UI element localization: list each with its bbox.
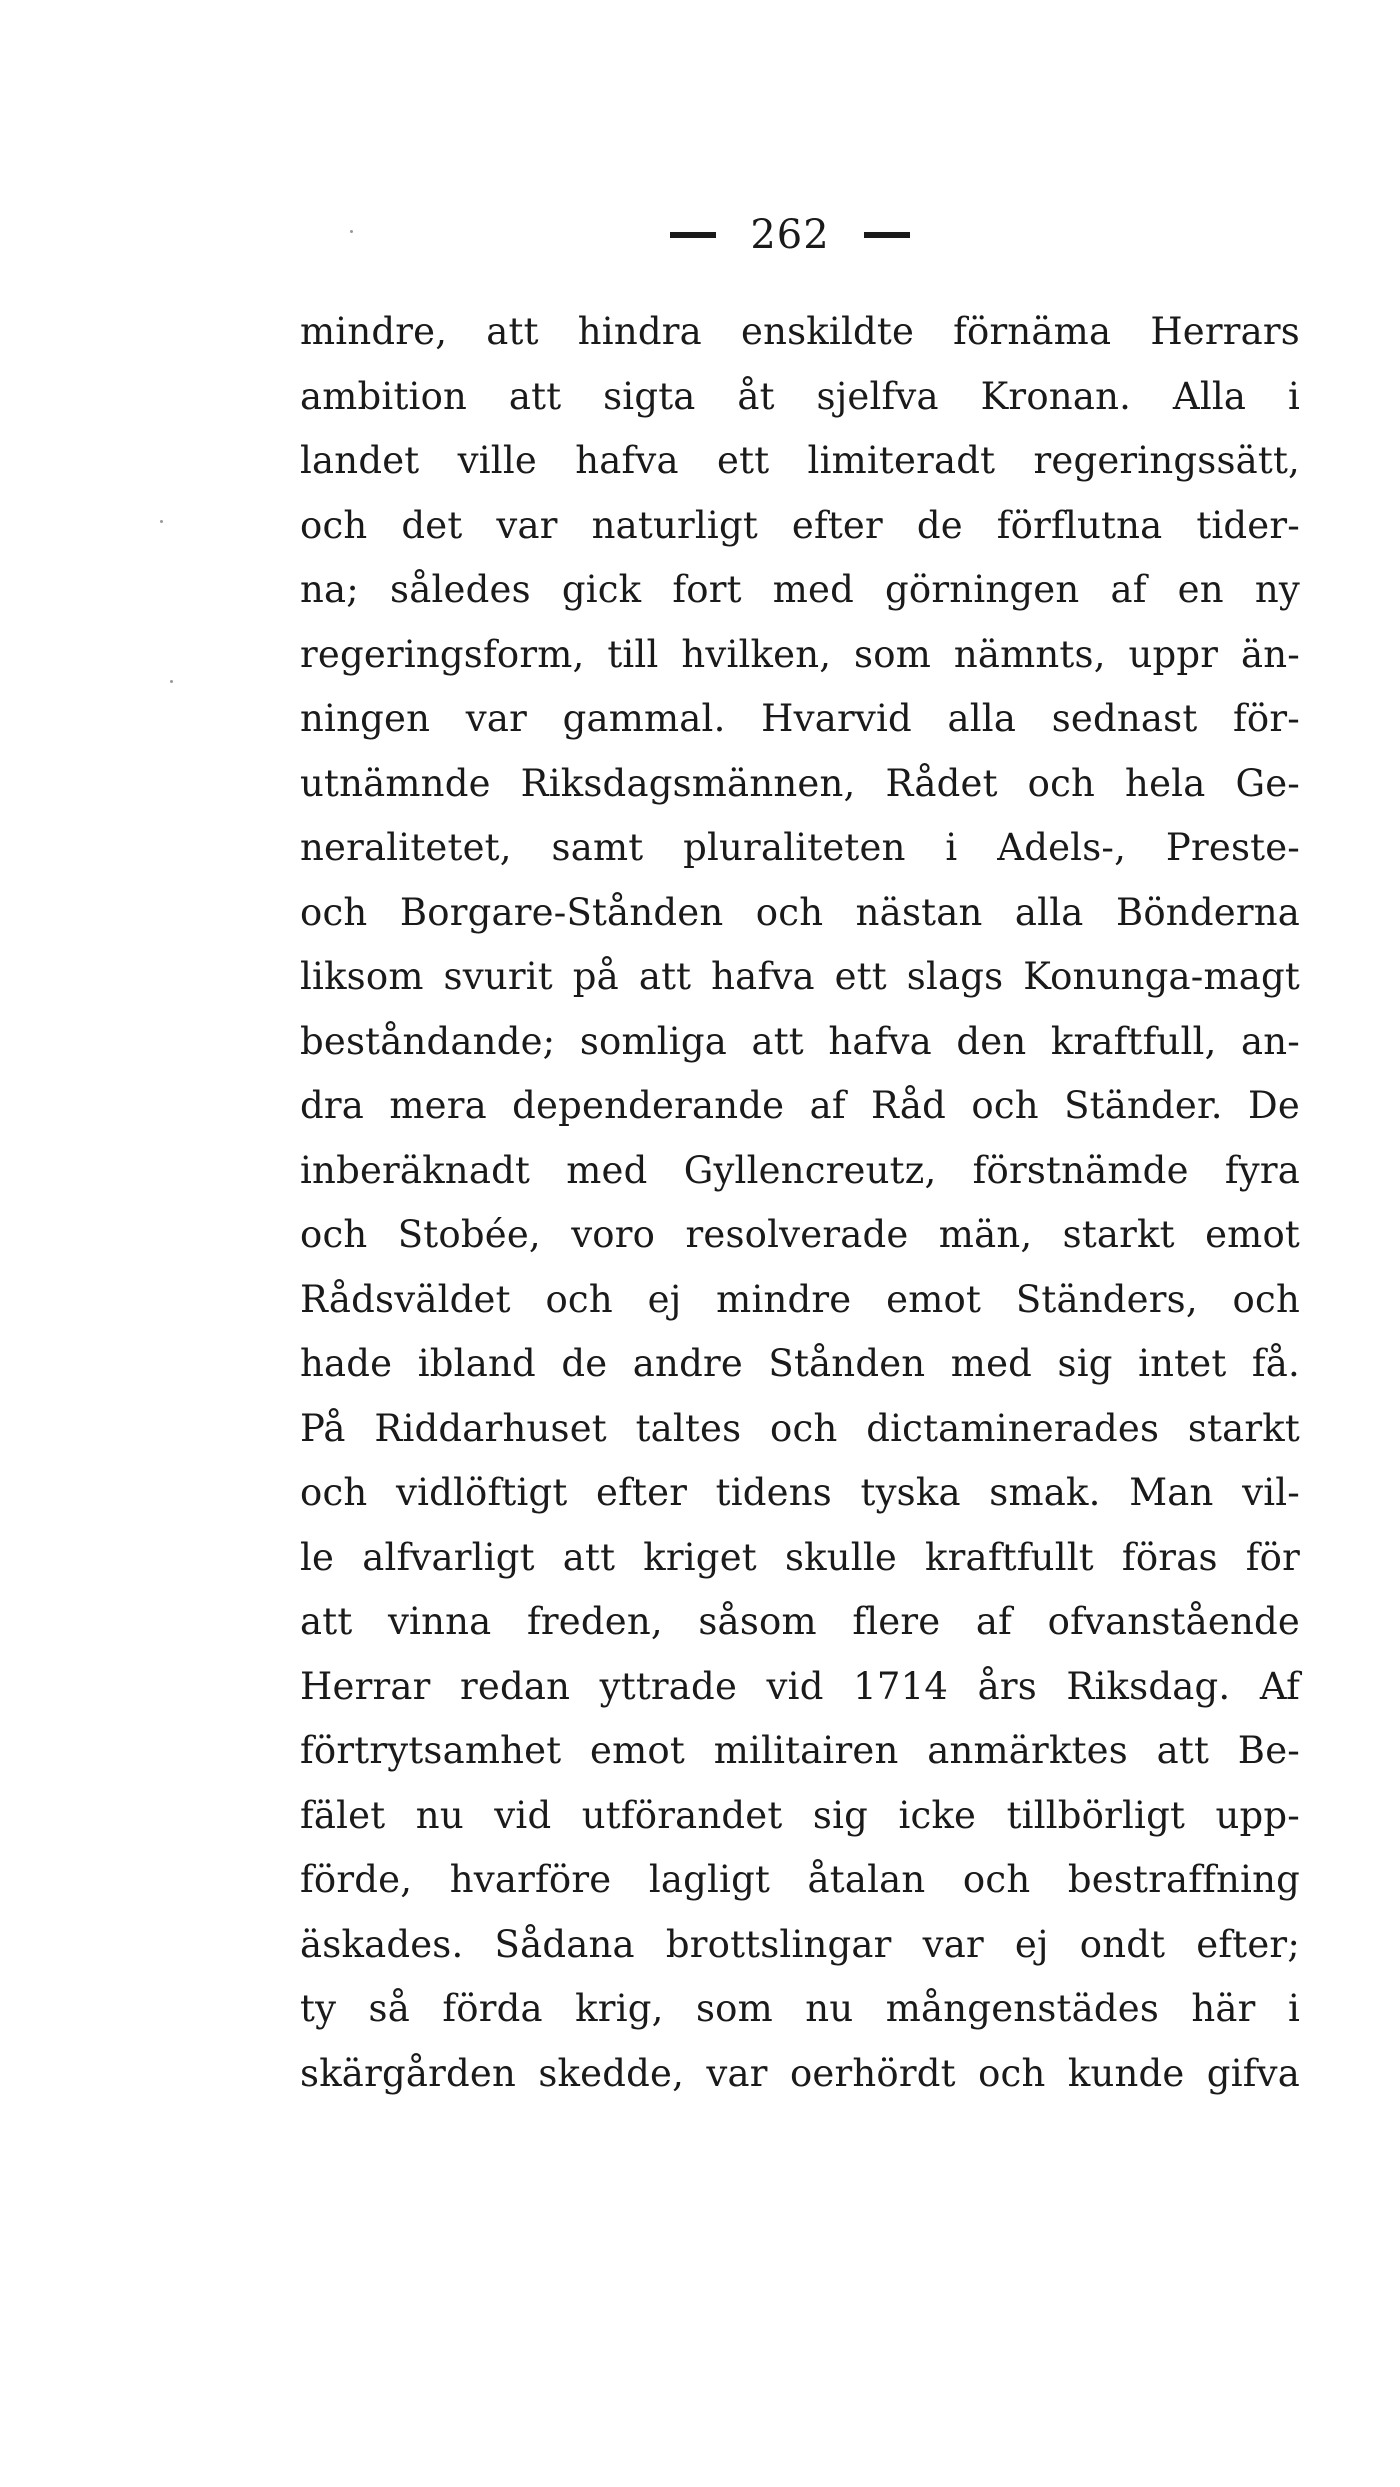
text-line: ty så förda krig, som nu mångenstädes här i: [300, 1987, 1300, 2030]
text-line: fälet nu vid utförandet sig icke tillbörligt upp-: [300, 1793, 1300, 1837]
paper-speck: [170, 680, 173, 683]
paper-speck: [350, 230, 353, 233]
text-line: landet ville hafva ett limiteradt regeringssätt,: [300, 439, 1300, 482]
text-line: beståndande; somliga att hafva den kraftfull, an-: [300, 1019, 1300, 1063]
text-line: och Borgare-Stånden och nästan alla Bönderna: [300, 890, 1300, 934]
text-line: liksom svurit på att hafva ett slags Konunga-magt: [300, 955, 1300, 998]
text-line: Herrar redan yttrade vid 1714 års Riksdag. Af: [300, 1664, 1300, 1708]
text-line: ningen var gammal. Hvarvid alla sednast för-: [300, 697, 1300, 740]
text-line: att vinna freden, såsom flere af ofvanstående: [300, 1600, 1300, 1643]
text-line: och Stobée, voro resolverade män, starkt emot: [300, 1213, 1300, 1256]
header-dash-right: [864, 232, 910, 238]
text-line: neralitetet, samt pluraliteten i Adels-, Preste-: [300, 826, 1300, 869]
text-line: förde, hvarföre lagligt åtalan och bestraffning: [300, 1858, 1300, 1901]
text-line: ambition att sigta åt sjelfva Kronan. Alla i: [300, 374, 1300, 418]
page-number: 262: [750, 212, 830, 258]
header-dash-left: [670, 232, 716, 238]
text-line: och vidlöftigt efter tidens tyska smak. Man vil-: [300, 1471, 1300, 1514]
text-line: na; således gick fort med görningen af en ny: [300, 568, 1300, 611]
text-line: dra mera dependerande af Råd och Ständer. De: [300, 1084, 1300, 1127]
text-line: le alfvarligt att kriget skulle kraftfullt föras för: [300, 1535, 1300, 1579]
text-line: och det var naturligt efter de förflutna tider-: [300, 503, 1300, 547]
page-header: [560, 200, 1020, 270]
body-text: [300, 300, 1300, 2106]
text-line: äskades. Sådana brottslingar var ej ondt efter;: [300, 1922, 1300, 1966]
text-line: inberäknadt med Gyllencreutz, förstnämde fyra: [300, 1148, 1300, 1192]
paper-speck: [160, 520, 163, 523]
text-line: mindre, att hindra enskildte förnäma Herrars: [300, 310, 1300, 353]
text-line: skärgården skedde, var oerhördt och kunde gifva: [300, 2051, 1300, 2095]
text-line: hade ibland de andre Stånden med sig intet få.: [300, 1342, 1300, 1385]
text-line: På Riddarhuset taltes och dictaminerades starkt: [300, 1406, 1300, 1450]
text-line: utnämnde Riksdagsmännen, Rådet och hela Ge-: [300, 761, 1300, 805]
text-line: förtrytsamhet emot militairen anmärktes att Be-: [300, 1729, 1300, 1772]
text-line: Rådsväldet och ej mindre emot Ständers, och: [300, 1277, 1300, 1321]
text-line: regeringsform, till hvilken, som nämnts, uppr än-: [300, 632, 1300, 676]
